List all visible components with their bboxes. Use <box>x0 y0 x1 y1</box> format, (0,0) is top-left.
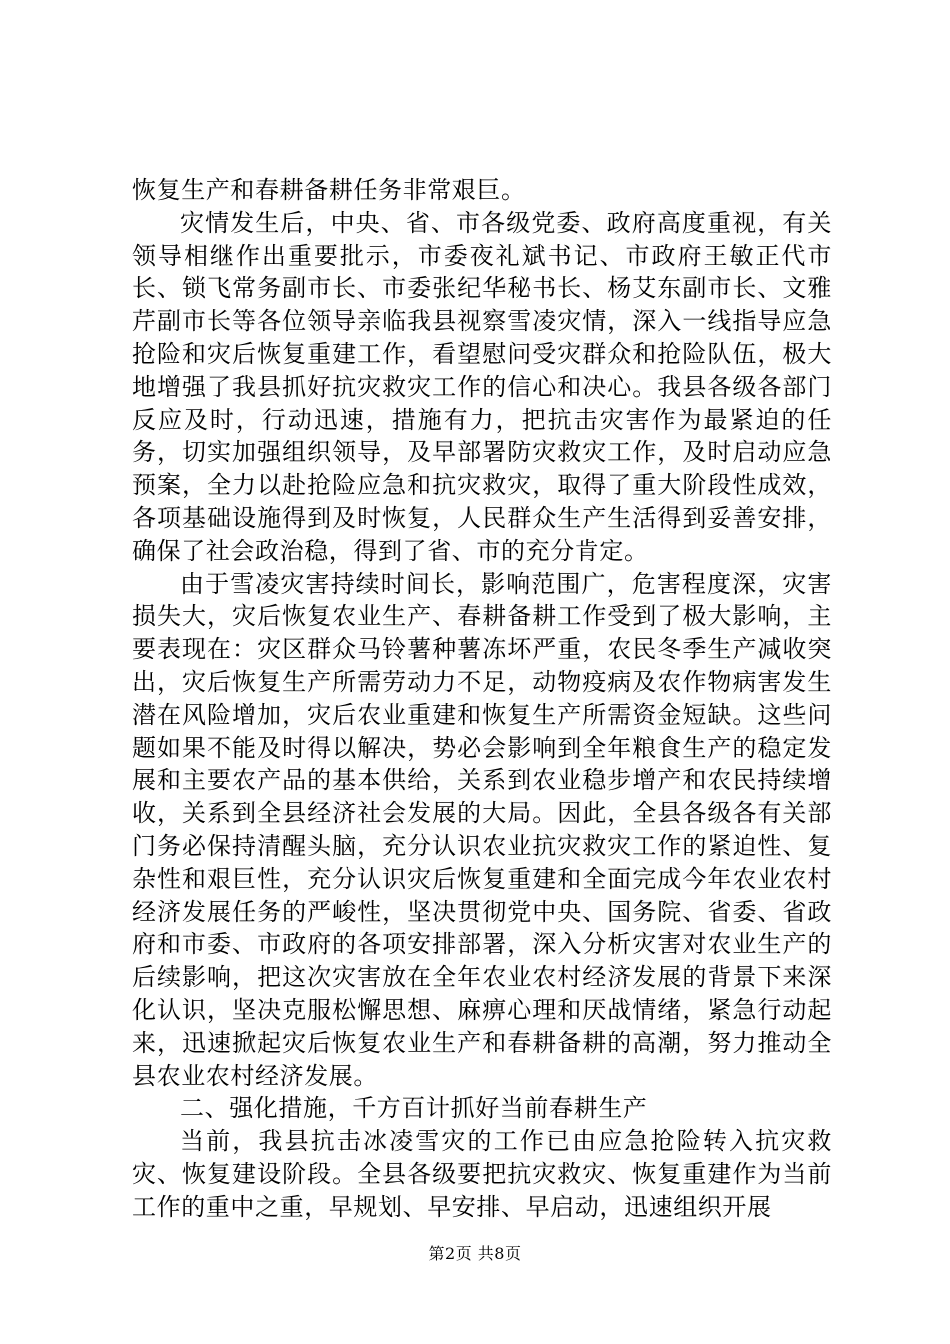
paragraph-disaster-impact: 由于雪凌灾害持续时间长，影响范围广，危害程度深，灾害损失大，灾后恢复农业生产、春耕备耕工作受到了极大影响，主要表现在：灾区群众马铃薯种薯冻坏严重，农民冬季生产减收突出，灾后恢复生产所需劳动力不足，动物疫病及农作物病害发生潜在风险增加，灾后农业重建和恢复生产所需资金短缺。这些问题如果不能及时得以解决，势必会影响到全年粮食生产的稳定发展和主要农产品的基本供给，关系到农业稳步增产和农民持续增收，关系到全县经济社会发展的大局。因此，全县各级各有关部门务必保持清醒头脑，充分认识农业抗灾救灾工作的紧迫性、复杂性和艰巨性，充分认识灾后恢复重建和全面完成今年农业农村经济发展任务的严峻性，坚决贯彻党中央、国务院、省委、省政府和市委、市政府的各项安排部署，深入分析灾害对农业生产的后续影响，把这次灾害放在全年农业农村经济发展的背景下来深化认识，坚决克服松懈思想、麻痹心理和厌战情绪，紧急行动起来，迅速掀起灾后恢复农业生产和春耕备耕的高潮，努力推动全县农业农村经济发展。 <box>132 569 832 1090</box>
document-body <box>132 174 832 1224</box>
section-heading: 二、强化措施，千方百计抓好当前春耕生产 <box>180 1094 648 1123</box>
paragraph-current-work: 当前，我县抗击冰凌雪灾的工作已由应急抢险转入抗灾救灾、恢复建设阶段。全县各级要把抗灾救灾、恢复重建作为当前工作的重中之重，早规划、早安排、早启动，迅速组织开展 <box>132 1127 832 1221</box>
paragraph-disaster-response: 灾情发生后，中央、省、市各级党委、政府高度重视，有关领导相继作出重要批示，市委夜礼斌书记、市政府王敏正代市长、锁飞常务副市长、市委张纪华秘书长、杨艾东副市长、文雅芹副市长等各位领导亲临我县视察雪凌灾情，深入一线指导应急抢险和灾后恢复重建工作，看望慰问受灾群众和抢险队伍，极大地增强了我县抓好抗灾救灾工作的信心和决心。我县各级各部门反应及时，行动迅速，措施有力，把抗击灾害作为最紧迫的任务，切实加强组织领导，及早部署防灾救灾工作，及时启动应急预案，全力以赴抢险应急和抗灾救灾，取得了重大阶段性成效，各项基础设施得到及时恢复，人民群众生产生活得到妥善安排，确保了社会政治稳，得到了省、市的充分肯定。 <box>132 208 832 565</box>
paragraph-continuation: 恢复生产和春耕备耕任务非常艰巨。 <box>132 176 526 204</box>
page-footer: 第2页 共8页 <box>428 1244 522 1263</box>
